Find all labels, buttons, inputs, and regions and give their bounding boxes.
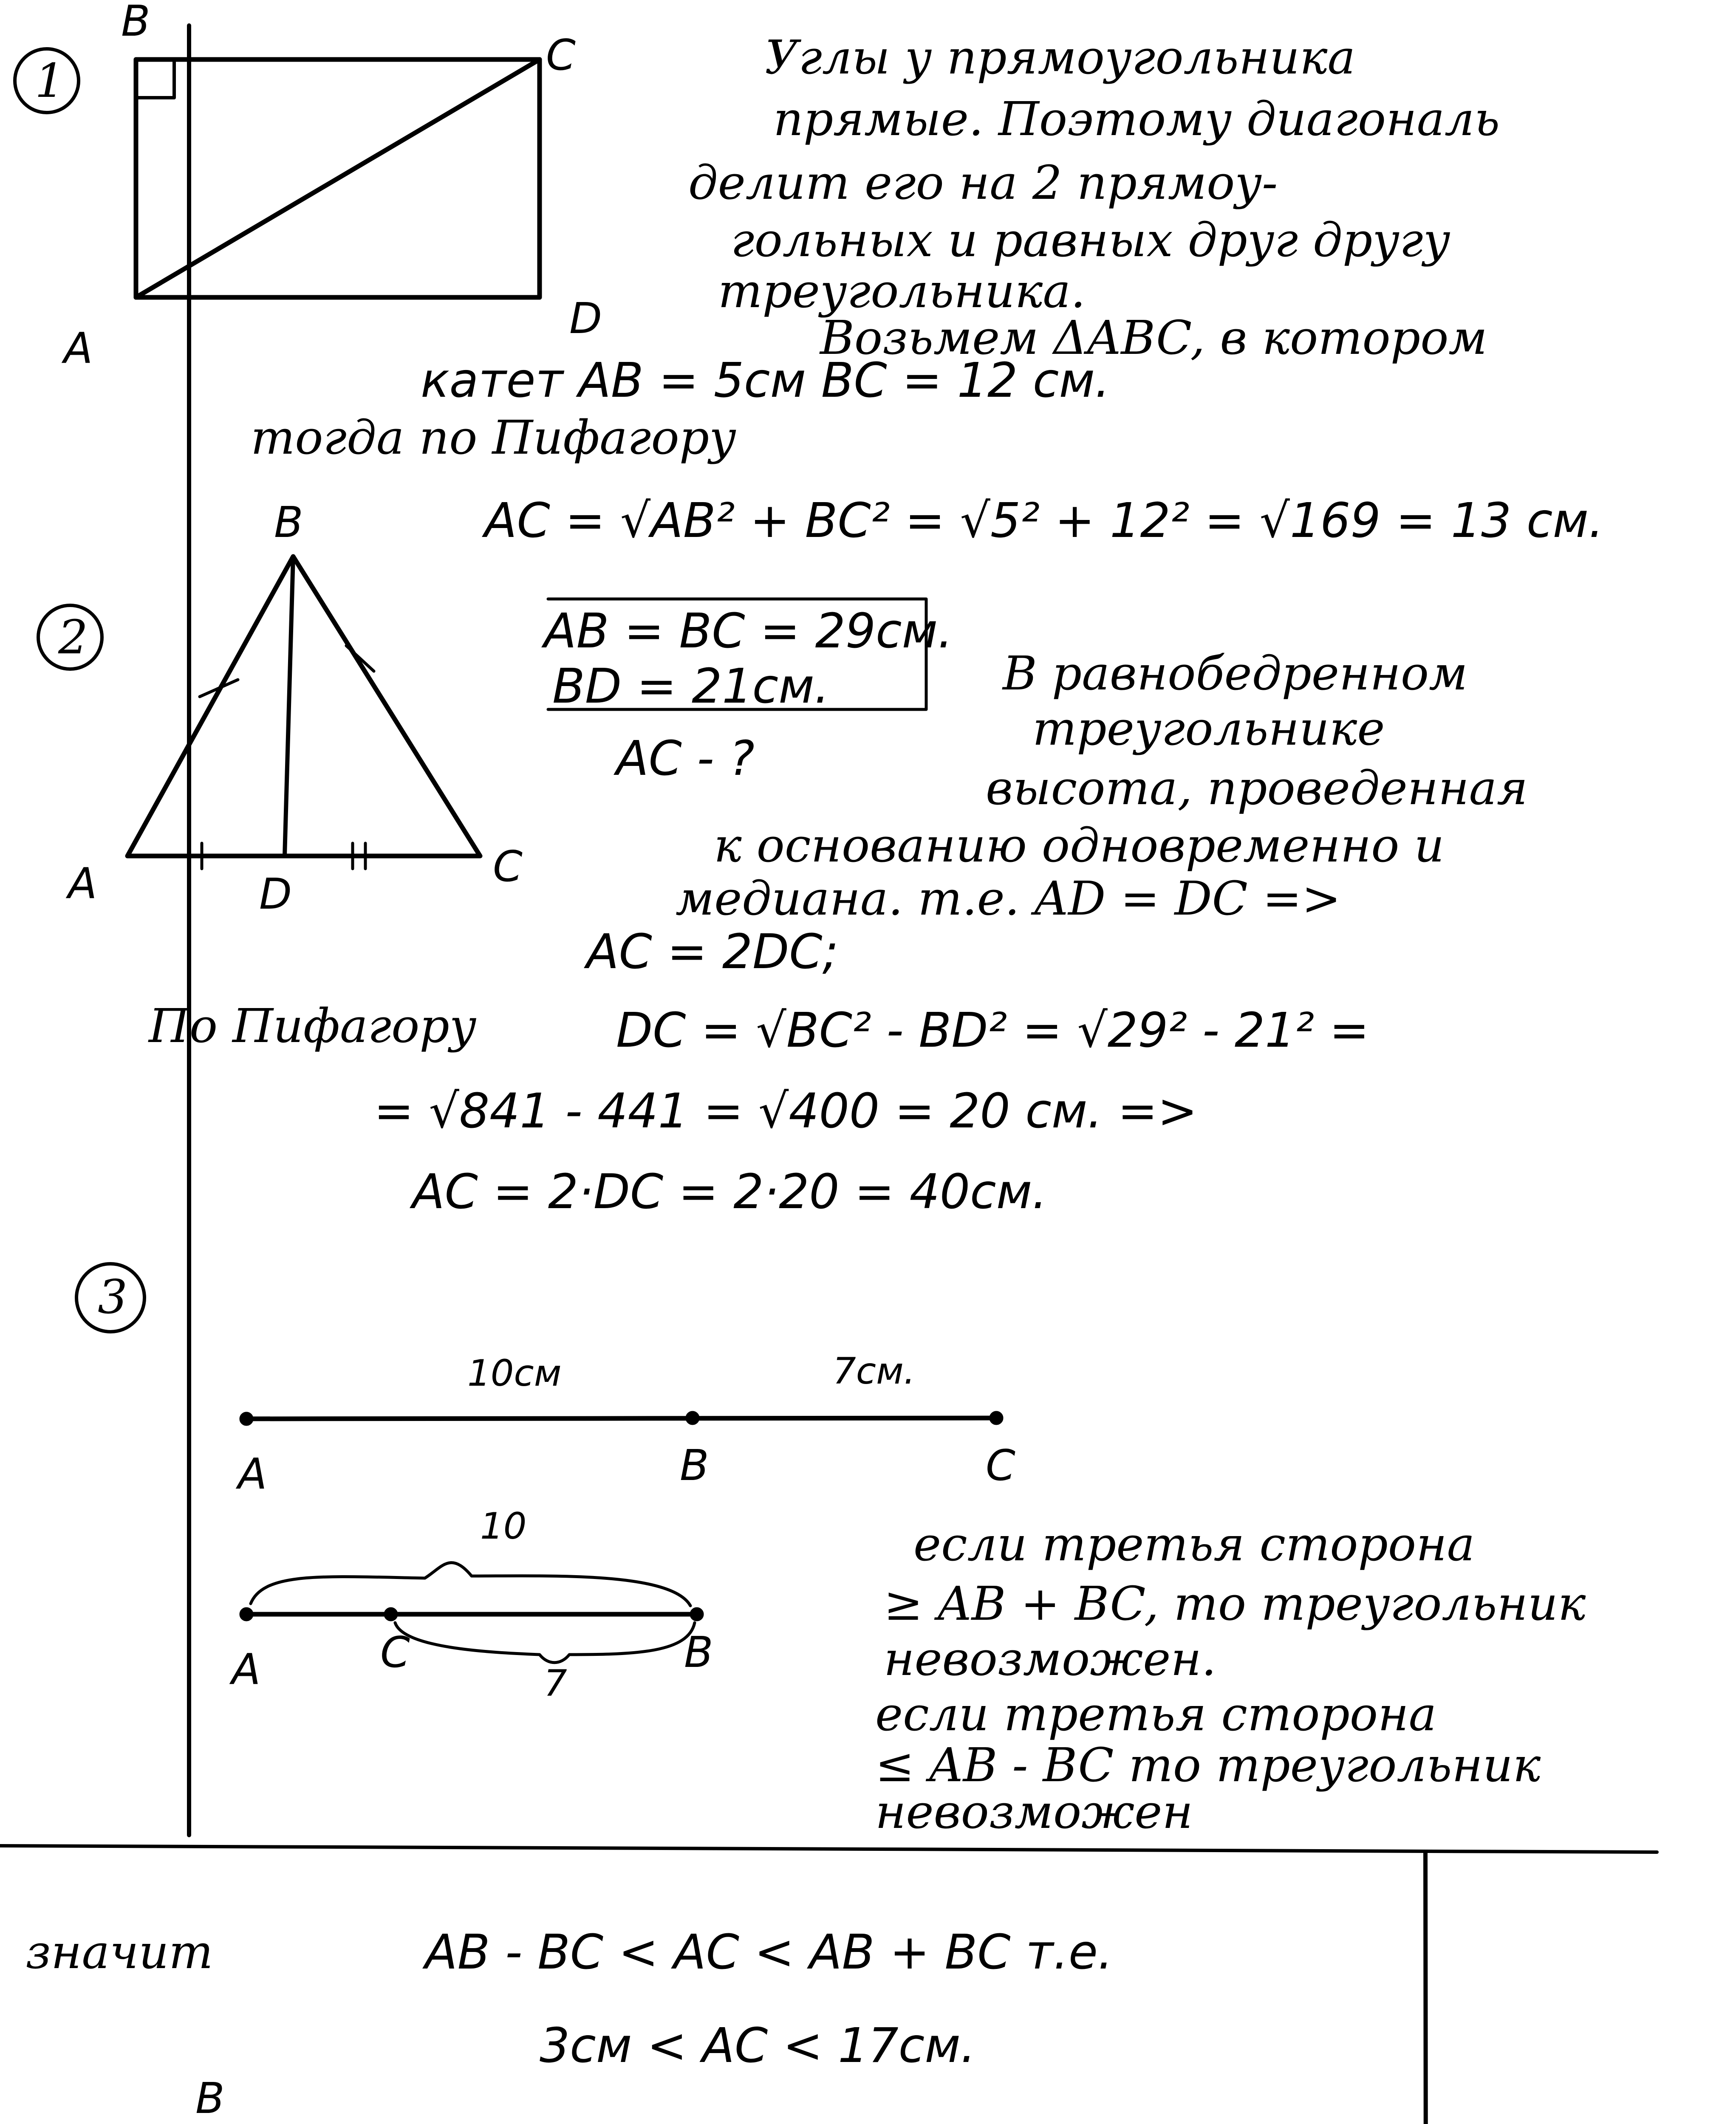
p1-text-line-5: треугольника.: [718, 264, 1086, 318]
p2-given-1: AB = BC = 29см.: [544, 604, 953, 659]
p2-find: AC - ?: [616, 731, 755, 786]
p3-text-line-1: если третья сторона: [913, 1517, 1475, 1571]
label-b-space: B: [195, 2073, 225, 2123]
p2-text-line-3: высота, проведенная: [986, 761, 1528, 815]
p2-given-2: BD = 21см.: [552, 659, 830, 714]
p3-inequality-1: AB - BC < AC < AB + BC т.е.: [425, 1925, 1113, 1980]
seg2-label-top: 10: [480, 1505, 527, 1548]
right-angle-mark: [136, 59, 174, 98]
p1-given: катет AB = 5см BC = 12 см.: [421, 353, 1110, 408]
margin-line-bottom: [1425, 1852, 1427, 2124]
seg1-point-b: B: [680, 1440, 709, 1490]
rectangle-figure: [136, 59, 540, 297]
label-d-tri: D: [259, 869, 292, 919]
p1-then-text: тогда по Пифагору: [251, 410, 736, 465]
altitude-bd: [285, 556, 293, 856]
seg2-point-c: C: [380, 1627, 410, 1677]
seg1-label-bc: 7см.: [833, 1350, 916, 1392]
p2-formula-line-2: = √841 - 441 = √400 = 20 см. =>: [374, 1084, 1198, 1139]
p2-text-line-2: треугольнике: [1032, 701, 1385, 756]
segment-abc: [246, 1418, 996, 1419]
p3-text-line-2: ≥ AB + BC, то треугольник: [884, 1576, 1586, 1631]
problem-number-3: 3: [98, 1270, 127, 1324]
p3-text-line-5: ≤ AB - BC то треугольник: [875, 1738, 1541, 1792]
problem-number-1: 1: [35, 54, 65, 108]
label-c-rect: C: [546, 30, 576, 80]
p2-text-line-5: медиана. т.е. AD = DC =>: [676, 871, 1341, 926]
seg1-point-c: C: [986, 1440, 1015, 1490]
diagonal-ac: [136, 59, 540, 297]
seg2-point-b: B: [684, 1627, 713, 1677]
p2-formula-prefix: По Пифагору: [149, 999, 477, 1053]
p2-formula-line-1: DC = √BC² - BD² = √29² - 21² =: [616, 1003, 1369, 1058]
label-c-tri: C: [493, 842, 523, 891]
p1-text-line-1: Углы у прямоугольника: [765, 30, 1356, 85]
page-separator: [0, 1846, 1657, 1852]
label-b-tri: B: [274, 497, 303, 547]
brace-ab: [251, 1563, 690, 1606]
p3-inequality-2: 3см < AC < 17см.: [540, 2018, 976, 2073]
p1-text-line-6: Возьмем ΔABC, в котором: [820, 311, 1487, 365]
p2-text-line-1: В равнобедренном: [1003, 646, 1468, 700]
p2-text-line-4: к основанию одновременно и: [714, 818, 1445, 873]
label-a-rect: A: [64, 323, 93, 373]
seg2-label-bottom: 7: [544, 1662, 567, 1705]
seg1-point-a: A: [238, 1449, 267, 1499]
label-a-tri: A: [68, 859, 97, 908]
triangle-abc: [127, 556, 480, 856]
label-b-rect: B: [121, 0, 150, 46]
brace-cb: [395, 1623, 695, 1663]
p3-text-line-4: если третья сторона: [875, 1687, 1437, 1741]
p1-text-line-2: прямые. Поэтому диагональ: [773, 92, 1500, 146]
segment-figure-1: [240, 1411, 1003, 1426]
problem-number-2: 2: [58, 610, 88, 664]
seg1-label-ab: 10см: [467, 1352, 562, 1395]
p2-formula-line-3: AC = 2·DC = 2·20 = 40см.: [412, 1164, 1047, 1220]
p1-text-line-4: гольных и равных друг другу: [731, 213, 1450, 267]
p3-text-line-3: невозможен.: [884, 1632, 1216, 1686]
p1-text-line-3: делит его на 2 прямоу-: [688, 155, 1278, 210]
p3-therefore: значит: [25, 1925, 213, 1979]
label-d-rect: D: [569, 294, 602, 343]
seg2-point-a: A: [232, 1644, 261, 1694]
p3-text-line-6: невозможен: [875, 1785, 1193, 1839]
p2-text-line-6: AC = 2DC;: [586, 924, 839, 980]
segment-figure-2: [240, 1563, 704, 1663]
p1-formula: AC = √AB² + BC² = √5² + 12² = √169 = 13 см.: [484, 493, 1604, 548]
